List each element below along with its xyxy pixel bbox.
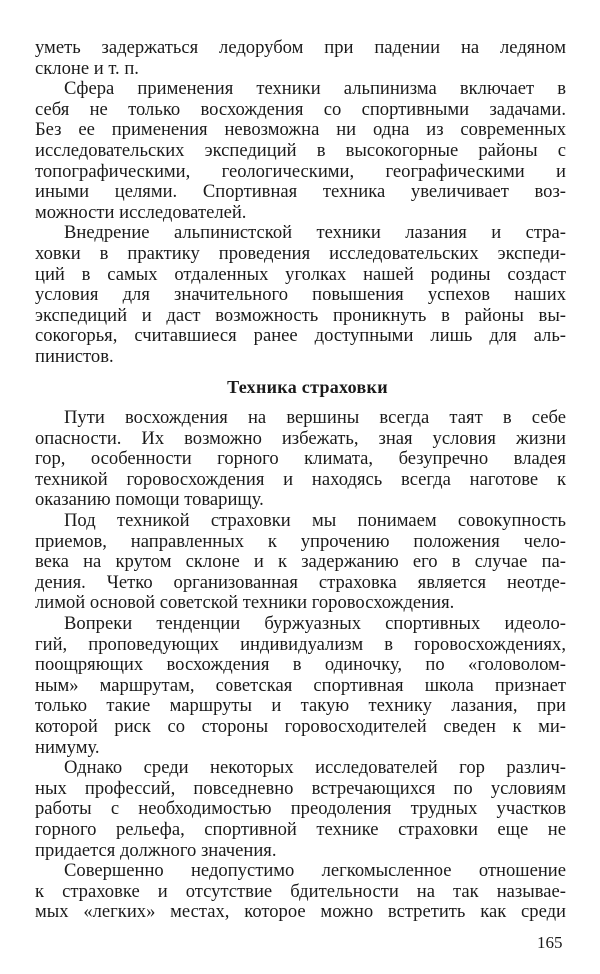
text-line: иными целями. Спортивная техника увеличивает воз-: [35, 181, 566, 203]
text-line: себя не только восхождения со спортивными задачами.: [35, 98, 566, 120]
text-line: Внедрение альпинистской техники лазания и стра-: [64, 222, 566, 244]
text-line: ным» маршрутам, советская спортивная школа признает: [35, 674, 566, 696]
text-line: лимой основой советской техники горовосхождения.: [35, 592, 455, 614]
paragraph-continuation: [35, 38, 566, 79]
paragraph-definition: [35, 511, 566, 614]
text-line: оказанию помощи товарищу.: [35, 489, 264, 511]
text-line: Под техникой страховки мы понимаем совокупность: [64, 510, 566, 532]
text-line: ховки в практику проведения исследовательских экспеди-: [35, 242, 566, 264]
text-line: дения. Четко организованная страховка является неотде-: [35, 571, 566, 593]
text-line: Однако среди некоторых исследователей гор различ-: [64, 757, 566, 779]
text-line: склоне и т. п.: [35, 57, 139, 79]
text-line: уметь задержаться ледорубом при падении на ледяном: [35, 37, 566, 58]
text-line: техникой горовосхождения и находясь всегда наготове к: [35, 468, 566, 490]
text-line: Сфера применения техники альпинизма включает в: [64, 78, 566, 100]
text-line: мых «легких» местах, которое можно встретить как среди: [35, 901, 566, 923]
text-line: нимуму.: [35, 736, 100, 758]
page-number: 165: [537, 933, 563, 952]
text-line: Пути восхождения на вершины всегда таят в себе: [64, 407, 566, 429]
text-line: приемов, направленных к упрочению положения чело-: [35, 530, 566, 552]
text-line: горного рельефа, спортивной технике страховки еще не: [35, 818, 566, 840]
text-line: пинистов.: [35, 345, 114, 367]
paragraph-scope-of-technique: [35, 79, 566, 223]
paragraph-carelessness: [35, 861, 566, 923]
text-line: работы с необходимостью преодоления трудных участков: [35, 798, 566, 820]
text-line: гор, особенности горного климата, безупречно владея: [35, 448, 566, 470]
text-line: века на крутом склоне и к задержанию его в случае па-: [35, 551, 566, 573]
text-line: гий, проповедующих индивидуализм в горовосхождениях,: [35, 633, 566, 655]
text-line: опасности. Их возможно избежать, зная условия жизни: [35, 427, 566, 449]
text-line: сокогорья, считавшиеся ранее доступными лишь для аль-: [35, 325, 566, 347]
text-line: Совершенно недопустимо легкомысленное отношение: [64, 860, 566, 882]
text-line: экспедиций и даст возможность проникнуть в районы вы-: [35, 304, 566, 326]
text-line: ций в самых отдаленных уголках нашей родины создаст: [35, 263, 566, 285]
text-line: Вопреки тенденции буржуазных спортивных идеоло-: [64, 613, 566, 635]
text-line: к страховке и отсутствие бдительности на так называе-: [35, 880, 566, 902]
text-line: ных профессий, повседневно встречающихся по условиям: [35, 777, 566, 799]
paragraph-dangers: [35, 408, 566, 511]
text-line: поощряющих восхождения в одиночку, по «головолом-: [35, 654, 566, 676]
text-line: Без ее применения невозможна ни одна из современных: [35, 119, 566, 141]
paragraph-researchers: [35, 758, 566, 861]
text-line: можности исследователей.: [35, 201, 247, 223]
text-line: топографическими, геологическими, географическими и: [35, 160, 566, 182]
text-line: придается должного значения.: [35, 839, 277, 861]
text-line: которой риск со стороны горовосходителей сведен к ми-: [35, 716, 566, 737]
text-line: исследовательских экспедиций в высокогорные районы с: [35, 139, 566, 161]
text-line: условия для значительного повышения успехов наших: [35, 284, 566, 306]
paragraph-introduction-of-technique: [35, 223, 566, 367]
section-heading: Техника страховки: [227, 376, 388, 397]
text-line: только такие маршруты и такую технику лазания, при: [35, 695, 566, 717]
book-page-text: [35, 38, 566, 923]
paragraph-soviet-school: [35, 614, 566, 758]
